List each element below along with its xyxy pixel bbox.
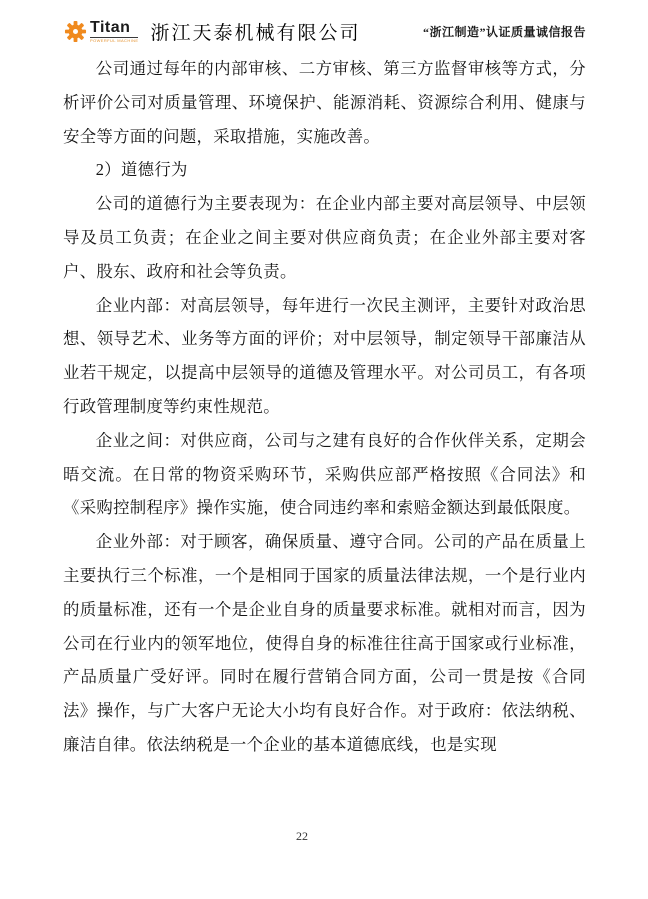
titan-logo (64, 20, 138, 43)
paragraph-annual-audit: 公司通过每年的内部审核、二方审核、第三方监督审核等方式，分析评价公司对质量管理、环境保护、能源消耗、资源综合利用、健康与安全等方面的问题，采取措施，实施改善。 (63, 59, 586, 146)
logo-brand-text: Titan (90, 19, 131, 36)
document-body (63, 52, 586, 762)
logo-text-block (90, 20, 138, 43)
page-number: 22 (296, 829, 308, 843)
page-header (64, 18, 586, 45)
paragraph-between-enterprises: 企业之间：对供应商，公司与之建有良好的合作伙伴关系，定期会晤交流。在日常的物资采购环节，采购供应部严格按照《合同法》和《采购控制程序》操作实施，使合同违约率和索赔金额达到最低限度。 (63, 430, 586, 518)
paragraph-ethics-overview: 公司的道德行为主要表现为：在企业内部主要对高层领导、中层领导及员工负责；在企业之间主要对供应商负责；在企业外部主要对客户、股东、政府和社会等负责。 (63, 194, 586, 281)
gear-icon (64, 20, 87, 43)
paragraph-internal-enterprise: 企业内部：对高层领导，每年进行一次民主测评，主要针对政治思想、领导艺术、业务等方面的评价；对中层领导，制定领导干部廉洁从业若干规定，以提高中层领导的道德及管理水平。对公司员工，有各项行政管理制度等约束性规范。 (63, 295, 586, 416)
company-name: 浙江天泰机械有限公司 (150, 23, 361, 44)
paragraph-external-enterprise: 企业外部：对于顾客，确保质量、遵守合同。公司的产品在质量上主要执行三个标准，一个是相同于国家的质量法律法规，一个是行业内的质量标准，还有一个是企业自身的质量要求标准。就相对而言，因为公司在行业内的领军地位，使得自身的标准往往高于国家或行业标准，产品质量广受好评。同时在履行营销合同方面，公司一贯是按《合同法》操作，与广大客户无论大小均有良好合作。对于政府：依法纳税、廉洁自律。依法纳税是一个企业的基本道德底线，也是实现 (63, 532, 586, 754)
page-footer (0, 827, 604, 845)
section-heading-ethical-behavior: 2）道德行为 (95, 160, 188, 180)
logo-tagline-text: POWERFUL MACHINE (90, 38, 139, 43)
report-title: “浙江制造”认证质量诚信报告 (422, 25, 586, 39)
